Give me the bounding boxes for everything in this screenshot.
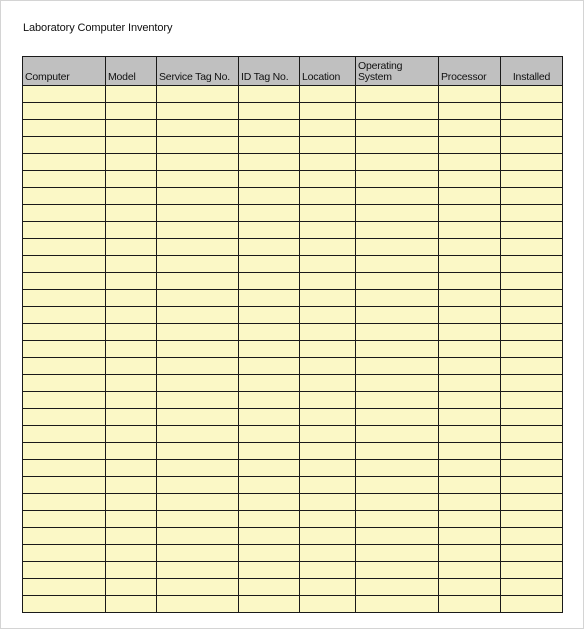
inventory-table (22, 56, 563, 613)
table-cell-computer[interactable] (23, 86, 106, 103)
table-cell-processor[interactable] (439, 358, 501, 375)
table-cell-processor[interactable] (439, 290, 501, 307)
table-cell-service-tag[interactable] (157, 120, 239, 137)
table-cell-location[interactable] (300, 171, 356, 188)
table-cell-installed[interactable] (501, 256, 563, 273)
table-cell-computer[interactable] (23, 290, 106, 307)
table-cell-model[interactable] (106, 103, 157, 120)
table-cell-installed[interactable] (501, 545, 563, 562)
table-cell-service-tag[interactable] (157, 86, 239, 103)
table-cell-id-tag[interactable] (239, 324, 300, 341)
table-row (23, 562, 563, 579)
table-cell-location[interactable] (300, 324, 356, 341)
table-cell-model[interactable] (106, 375, 157, 392)
table-cell-location[interactable] (300, 256, 356, 273)
table-cell-service-tag[interactable] (157, 409, 239, 426)
table-cell-id-tag[interactable] (239, 562, 300, 579)
table-cell-id-tag[interactable] (239, 528, 300, 545)
table-row (23, 545, 563, 562)
table-cell-service-tag[interactable] (157, 375, 239, 392)
table-cell-computer[interactable] (23, 358, 106, 375)
table-cell-processor[interactable] (439, 86, 501, 103)
table-cell-processor[interactable] (439, 341, 501, 358)
table-cell-model[interactable] (106, 273, 157, 290)
table-cell-id-tag[interactable] (239, 188, 300, 205)
table-cell-service-tag[interactable] (157, 579, 239, 596)
table-cell-model[interactable] (106, 494, 157, 511)
table-cell-location[interactable] (300, 307, 356, 324)
table-cell-operating-system[interactable] (356, 494, 439, 511)
table-cell-processor[interactable] (439, 545, 501, 562)
table-cell-computer[interactable] (23, 579, 106, 596)
table-cell-service-tag[interactable] (157, 511, 239, 528)
table-cell-id-tag[interactable] (239, 205, 300, 222)
table-cell-operating-system[interactable] (356, 188, 439, 205)
table-row (23, 426, 563, 443)
table-cell-model[interactable] (106, 409, 157, 426)
table-cell-model[interactable] (106, 86, 157, 103)
table-cell-processor[interactable] (439, 171, 501, 188)
table-cell-processor[interactable] (439, 154, 501, 171)
table-row (23, 222, 563, 239)
table-cell-service-tag[interactable] (157, 562, 239, 579)
table-cell-id-tag[interactable] (239, 137, 300, 154)
table-cell-id-tag[interactable] (239, 494, 300, 511)
table-cell-computer[interactable] (23, 324, 106, 341)
table-cell-id-tag[interactable] (239, 256, 300, 273)
table-cell-installed[interactable] (501, 511, 563, 528)
table-cell-operating-system[interactable] (356, 324, 439, 341)
table-cell-operating-system[interactable] (356, 120, 439, 137)
table-cell-operating-system[interactable] (356, 460, 439, 477)
table-cell-computer[interactable] (23, 171, 106, 188)
table-cell-processor[interactable] (439, 273, 501, 290)
table-cell-installed[interactable] (501, 86, 563, 103)
table-cell-installed[interactable] (501, 154, 563, 171)
table-cell-service-tag[interactable] (157, 137, 239, 154)
table-cell-operating-system[interactable] (356, 477, 439, 494)
table-cell-location[interactable] (300, 341, 356, 358)
table-row (23, 154, 563, 171)
table-cell-location[interactable] (300, 273, 356, 290)
table-row (23, 477, 563, 494)
document-title: Laboratory Computer Inventory (23, 22, 173, 34)
table-cell-operating-system[interactable] (356, 103, 439, 120)
table-cell-model[interactable] (106, 324, 157, 341)
table-cell-computer[interactable] (23, 562, 106, 579)
table-cell-operating-system[interactable] (356, 205, 439, 222)
column-header-processor[interactable]: Processor (439, 57, 501, 86)
table-cell-location[interactable] (300, 596, 356, 613)
table-row (23, 443, 563, 460)
table-cell-operating-system[interactable] (356, 222, 439, 239)
table-cell-computer[interactable] (23, 545, 106, 562)
table-cell-model[interactable] (106, 511, 157, 528)
column-header-id-tag[interactable]: ID Tag No. (239, 57, 300, 86)
table-cell-location[interactable] (300, 205, 356, 222)
table-cell-id-tag[interactable] (239, 358, 300, 375)
table-cell-model[interactable] (106, 307, 157, 324)
table-cell-id-tag[interactable] (239, 307, 300, 324)
table-row (23, 256, 563, 273)
table-cell-model[interactable] (106, 290, 157, 307)
table-cell-service-tag[interactable] (157, 205, 239, 222)
table-cell-operating-system[interactable] (356, 137, 439, 154)
table-cell-location[interactable] (300, 460, 356, 477)
table-cell-id-tag[interactable] (239, 290, 300, 307)
table-cell-location[interactable] (300, 103, 356, 120)
table-cell-location[interactable] (300, 409, 356, 426)
table-cell-operating-system[interactable] (356, 273, 439, 290)
table-cell-location[interactable] (300, 290, 356, 307)
table-cell-installed[interactable] (501, 205, 563, 222)
table-cell-processor[interactable] (439, 392, 501, 409)
table-cell-installed[interactable] (501, 307, 563, 324)
table-cell-location[interactable] (300, 528, 356, 545)
table-cell-operating-system[interactable] (356, 86, 439, 103)
table-cell-computer[interactable] (23, 426, 106, 443)
table-cell-model[interactable] (106, 120, 157, 137)
table-cell-operating-system[interactable] (356, 358, 439, 375)
table-body (23, 86, 563, 613)
table-cell-location[interactable] (300, 375, 356, 392)
column-header-location[interactable]: Location (300, 57, 356, 86)
table-cell-service-tag[interactable] (157, 290, 239, 307)
table-cell-operating-system[interactable] (356, 290, 439, 307)
table-cell-processor[interactable] (439, 443, 501, 460)
table-cell-model[interactable] (106, 528, 157, 545)
table-row (23, 511, 563, 528)
table-cell-operating-system[interactable] (356, 426, 439, 443)
table-cell-installed[interactable] (501, 188, 563, 205)
table-cell-id-tag[interactable] (239, 426, 300, 443)
table-cell-computer[interactable] (23, 205, 106, 222)
table-cell-operating-system[interactable] (356, 562, 439, 579)
table-cell-model[interactable] (106, 443, 157, 460)
table-cell-computer[interactable] (23, 154, 106, 171)
table-cell-processor[interactable] (439, 579, 501, 596)
table-cell-processor[interactable] (439, 528, 501, 545)
table-cell-location[interactable] (300, 137, 356, 154)
table-cell-operating-system[interactable] (356, 545, 439, 562)
table-cell-model[interactable] (106, 239, 157, 256)
table-cell-operating-system[interactable] (356, 528, 439, 545)
table-cell-computer[interactable] (23, 103, 106, 120)
table-cell-id-tag[interactable] (239, 86, 300, 103)
table-cell-model[interactable] (106, 545, 157, 562)
table-cell-computer[interactable] (23, 494, 106, 511)
table-cell-processor[interactable] (439, 307, 501, 324)
table-cell-id-tag[interactable] (239, 154, 300, 171)
table-cell-processor[interactable] (439, 494, 501, 511)
table-cell-location[interactable] (300, 562, 356, 579)
table-cell-processor[interactable] (439, 562, 501, 579)
table-cell-id-tag[interactable] (239, 511, 300, 528)
table-cell-model[interactable] (106, 477, 157, 494)
table-cell-location[interactable] (300, 188, 356, 205)
table-cell-service-tag[interactable] (157, 443, 239, 460)
table-cell-id-tag[interactable] (239, 171, 300, 188)
table-cell-operating-system[interactable] (356, 409, 439, 426)
table-cell-location[interactable] (300, 426, 356, 443)
table-cell-id-tag[interactable] (239, 392, 300, 409)
table-cell-operating-system[interactable] (356, 307, 439, 324)
table-cell-installed[interactable] (501, 341, 563, 358)
table-cell-location[interactable] (300, 443, 356, 460)
table-cell-processor[interactable] (439, 596, 501, 613)
table-cell-location[interactable] (300, 392, 356, 409)
table-cell-computer[interactable] (23, 239, 106, 256)
table-row (23, 239, 563, 256)
column-header-computer[interactable]: Computer (23, 57, 106, 86)
table-cell-id-tag[interactable] (239, 103, 300, 120)
table-cell-model[interactable] (106, 562, 157, 579)
table-row (23, 290, 563, 307)
table-cell-model[interactable] (106, 256, 157, 273)
table-cell-service-tag[interactable] (157, 341, 239, 358)
table-cell-processor[interactable] (439, 426, 501, 443)
table-cell-installed[interactable] (501, 137, 563, 154)
table-cell-operating-system[interactable] (356, 511, 439, 528)
table-cell-location[interactable] (300, 154, 356, 171)
table-cell-model[interactable] (106, 341, 157, 358)
table-cell-processor[interactable] (439, 409, 501, 426)
table-cell-installed[interactable] (501, 528, 563, 545)
table-cell-processor[interactable] (439, 324, 501, 341)
table-row (23, 171, 563, 188)
table-cell-computer[interactable] (23, 222, 106, 239)
table-cell-installed[interactable] (501, 171, 563, 188)
table-cell-computer[interactable] (23, 477, 106, 494)
table-row (23, 103, 563, 120)
table-cell-installed[interactable] (501, 239, 563, 256)
table-cell-service-tag[interactable] (157, 239, 239, 256)
table-cell-processor[interactable] (439, 511, 501, 528)
table-cell-processor[interactable] (439, 137, 501, 154)
table-cell-processor[interactable] (439, 375, 501, 392)
table-row (23, 579, 563, 596)
table-cell-id-tag[interactable] (239, 375, 300, 392)
table-cell-id-tag[interactable] (239, 409, 300, 426)
table-cell-service-tag[interactable] (157, 103, 239, 120)
table-row (23, 205, 563, 222)
table-cell-installed[interactable] (501, 324, 563, 341)
table-cell-model[interactable] (106, 460, 157, 477)
table-cell-installed[interactable] (501, 120, 563, 137)
table-cell-service-tag[interactable] (157, 256, 239, 273)
table-cell-service-tag[interactable] (157, 358, 239, 375)
column-header-service-tag[interactable]: Service Tag No. (157, 57, 239, 86)
table-cell-model[interactable] (106, 579, 157, 596)
table-cell-id-tag[interactable] (239, 477, 300, 494)
table-cell-computer[interactable] (23, 120, 106, 137)
table-cell-service-tag[interactable] (157, 188, 239, 205)
table-cell-model[interactable] (106, 392, 157, 409)
table-cell-location[interactable] (300, 545, 356, 562)
table-cell-processor[interactable] (439, 205, 501, 222)
table-cell-id-tag[interactable] (239, 239, 300, 256)
table-row (23, 188, 563, 205)
table-cell-model[interactable] (106, 222, 157, 239)
table-cell-service-tag[interactable] (157, 273, 239, 290)
table-cell-operating-system[interactable] (356, 443, 439, 460)
table-cell-service-tag[interactable] (157, 222, 239, 239)
table-row (23, 460, 563, 477)
table-row (23, 324, 563, 341)
table-cell-operating-system[interactable] (356, 239, 439, 256)
table-cell-operating-system[interactable] (356, 579, 439, 596)
table-cell-location[interactable] (300, 239, 356, 256)
table-cell-location[interactable] (300, 579, 356, 596)
table-cell-installed[interactable] (501, 103, 563, 120)
table-cell-installed[interactable] (501, 443, 563, 460)
table-cell-installed[interactable] (501, 375, 563, 392)
table-cell-computer[interactable] (23, 341, 106, 358)
table-cell-location[interactable] (300, 120, 356, 137)
table-cell-operating-system[interactable] (356, 596, 439, 613)
table-cell-computer[interactable] (23, 409, 106, 426)
table-cell-computer[interactable] (23, 375, 106, 392)
table-row (23, 86, 563, 103)
table-cell-computer[interactable] (23, 256, 106, 273)
column-header-model[interactable]: Model (106, 57, 157, 86)
table-cell-service-tag[interactable] (157, 324, 239, 341)
table-cell-installed[interactable] (501, 494, 563, 511)
table-cell-computer[interactable] (23, 137, 106, 154)
table-cell-model[interactable] (106, 154, 157, 171)
table-cell-service-tag[interactable] (157, 596, 239, 613)
table-cell-service-tag[interactable] (157, 154, 239, 171)
table-cell-computer[interactable] (23, 188, 106, 205)
table-cell-installed[interactable] (501, 358, 563, 375)
table-cell-computer[interactable] (23, 596, 106, 613)
table-cell-computer[interactable] (23, 392, 106, 409)
table-row (23, 341, 563, 358)
table-row (23, 494, 563, 511)
table-row (23, 307, 563, 324)
table-cell-service-tag[interactable] (157, 477, 239, 494)
table-cell-id-tag[interactable] (239, 596, 300, 613)
table-row (23, 358, 563, 375)
table-row (23, 120, 563, 137)
table-header-row (23, 57, 563, 86)
table-cell-model[interactable] (106, 188, 157, 205)
table-cell-processor[interactable] (439, 222, 501, 239)
table-cell-processor[interactable] (439, 103, 501, 120)
table-cell-installed[interactable] (501, 477, 563, 494)
table-cell-id-tag[interactable] (239, 273, 300, 290)
table-cell-location[interactable] (300, 358, 356, 375)
table-cell-computer[interactable] (23, 443, 106, 460)
table-cell-computer[interactable] (23, 528, 106, 545)
table-cell-id-tag[interactable] (239, 443, 300, 460)
table-cell-model[interactable] (106, 358, 157, 375)
table-cell-installed[interactable] (501, 290, 563, 307)
table-cell-installed[interactable] (501, 579, 563, 596)
table-cell-installed[interactable] (501, 426, 563, 443)
table-cell-model[interactable] (106, 171, 157, 188)
table-cell-model[interactable] (106, 596, 157, 613)
table-row (23, 273, 563, 290)
table-cell-location[interactable] (300, 494, 356, 511)
table-cell-processor[interactable] (439, 460, 501, 477)
table-cell-service-tag[interactable] (157, 494, 239, 511)
table-cell-computer[interactable] (23, 460, 106, 477)
table-cell-location[interactable] (300, 511, 356, 528)
table-cell-installed[interactable] (501, 596, 563, 613)
table-cell-id-tag[interactable] (239, 545, 300, 562)
table-cell-id-tag[interactable] (239, 120, 300, 137)
table-cell-operating-system[interactable] (356, 256, 439, 273)
table-cell-service-tag[interactable] (157, 545, 239, 562)
table-cell-id-tag[interactable] (239, 460, 300, 477)
table-cell-service-tag[interactable] (157, 307, 239, 324)
table-cell-location[interactable] (300, 86, 356, 103)
table-cell-operating-system[interactable] (356, 341, 439, 358)
table-cell-installed[interactable] (501, 409, 563, 426)
table-cell-processor[interactable] (439, 256, 501, 273)
table-row (23, 409, 563, 426)
table-cell-processor[interactable] (439, 120, 501, 137)
table-cell-computer[interactable] (23, 307, 106, 324)
table-cell-operating-system[interactable] (356, 154, 439, 171)
table-row (23, 528, 563, 545)
table-cell-model[interactable] (106, 426, 157, 443)
table-cell-processor[interactable] (439, 188, 501, 205)
table-row (23, 392, 563, 409)
table-cell-computer[interactable] (23, 273, 106, 290)
table-cell-service-tag[interactable] (157, 460, 239, 477)
table-cell-operating-system[interactable] (356, 375, 439, 392)
table-cell-id-tag[interactable] (239, 579, 300, 596)
table-cell-service-tag[interactable] (157, 171, 239, 188)
table-cell-installed[interactable] (501, 273, 563, 290)
table-cell-operating-system[interactable] (356, 392, 439, 409)
table-cell-installed[interactable] (501, 562, 563, 579)
table-cell-location[interactable] (300, 477, 356, 494)
table-cell-installed[interactable] (501, 460, 563, 477)
column-header-installed[interactable]: Installed (501, 57, 563, 86)
table-cell-id-tag[interactable] (239, 222, 300, 239)
table-cell-service-tag[interactable] (157, 426, 239, 443)
table-row (23, 137, 563, 154)
table-cell-service-tag[interactable] (157, 392, 239, 409)
table-cell-service-tag[interactable] (157, 528, 239, 545)
table-cell-installed[interactable] (501, 222, 563, 239)
table-cell-location[interactable] (300, 222, 356, 239)
column-header-operating-system[interactable]: Operating System (356, 57, 439, 86)
table-cell-processor[interactable] (439, 477, 501, 494)
table-cell-id-tag[interactable] (239, 341, 300, 358)
table-row (23, 375, 563, 392)
table-cell-installed[interactable] (501, 392, 563, 409)
table-row (23, 596, 563, 613)
table-cell-model[interactable] (106, 205, 157, 222)
table-cell-model[interactable] (106, 137, 157, 154)
table-cell-computer[interactable] (23, 511, 106, 528)
table-cell-operating-system[interactable] (356, 171, 439, 188)
table-cell-processor[interactable] (439, 239, 501, 256)
